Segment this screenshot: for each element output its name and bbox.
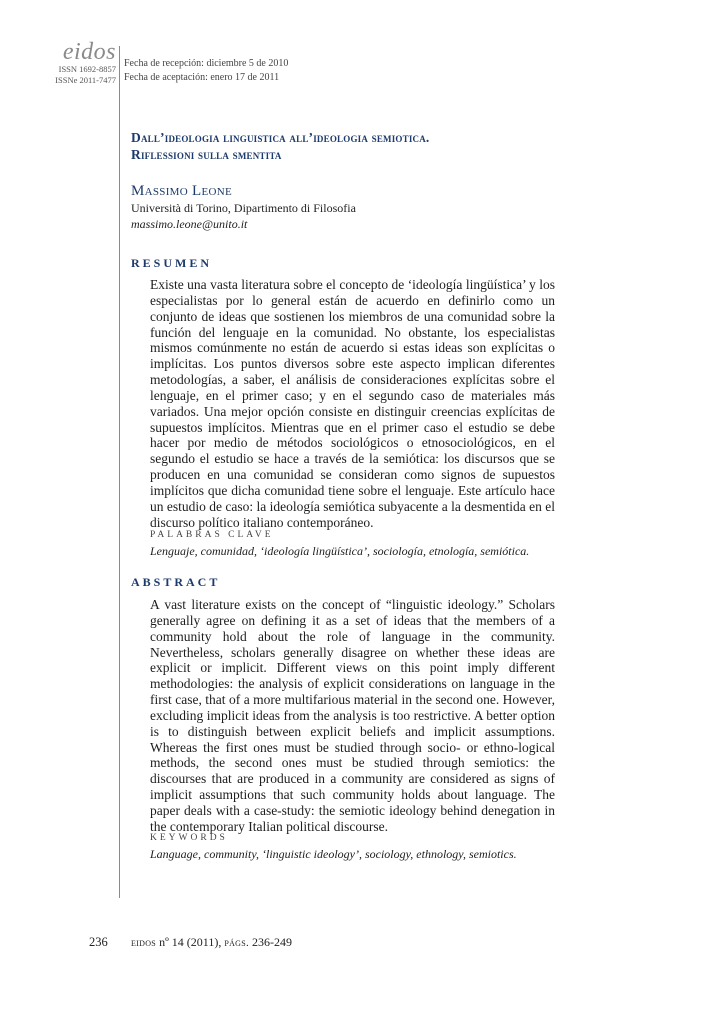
footer-citation bbox=[131, 935, 292, 950]
received-date: Fecha de recepción: diciembre 5 de 2010 bbox=[124, 58, 289, 69]
page-number: 236 bbox=[89, 935, 108, 949]
issne: ISSNe 2011-7477 bbox=[55, 74, 116, 85]
author-email: massimo.leone@unito.it bbox=[131, 217, 248, 231]
issn: ISSN 1692-8857 bbox=[58, 64, 116, 74]
journal-name: eidos bbox=[62, 39, 116, 65]
footer-issue: nº 14 (2011), bbox=[159, 935, 222, 949]
accepted-date: Fecha de aceptación: enero 17 de 2011 bbox=[124, 71, 280, 83]
resumen-heading: RESUMEN bbox=[131, 256, 213, 270]
footer-pages: 236-249 bbox=[252, 935, 293, 949]
abstract-keywords: Language, community, ‘linguistic ideology’, sociology, ethnology, semiotics. bbox=[150, 847, 517, 861]
abstract-heading: ABSTRACT bbox=[131, 575, 221, 589]
author-affiliation: Università di Torino, Dipartimento di Filosofia bbox=[131, 201, 356, 215]
submission-dates bbox=[124, 57, 288, 84]
resumen-keywords-label: PALABRAS CLAVE bbox=[150, 530, 274, 540]
title-line-1: Dall’ideologia linguistica all’ideologia semiotica. bbox=[131, 130, 430, 145]
footer-journal: eidos bbox=[131, 937, 157, 949]
author-name: Massimo Leone bbox=[131, 183, 233, 199]
journal-header bbox=[30, 40, 116, 85]
footer-pages-label: págs. bbox=[224, 937, 250, 949]
abstract-text: A vast literature exists on the concept of “linguistic ideology.” Scholars generally agree on defining it as a set of ideas that the members of a community hold about the role of language in the community. Nevertheless, scholars generally disagree on whether these ideas are explicit or implicit. Different views on this point imply different methodologies: the analysis of explicit considerations on language in the first case, that of a more multifarious material in the second one. However, excluding implicit ideas from the analysis is too restrictive. A better option is to distinguish between explicit beliefs and implicit assumptions. Whereas the first ones must be studied through socio- or ethno-logical methods, the second ones must be studied through semiotics: the discourses that are produced in a community are considered as signs of implicit assumptions that such community holds about language. The paper deals with a case-study: the semiotic ideology behind denegation in the contemporary Italian political discourse. bbox=[150, 597, 555, 834]
resumen-text: Existe una vasta literatura sobre el concepto de ‘ideología lingüística’ y los especialistas por lo general están de acuerdo en definirlo como un conjunto de ideas que sostienen los miembros de una comunidad sobre la función del lenguaje en la comunidad. No obstante, los especialistas mismos comúnmente no están de acuerdo si estas ideas son explícitas o implícitas. Los puntos diversos sobre este aspecto implican diferentes metodologías, a saber, el análisis de consideraciones explícitas sobre el lenguaje, en el primer caso; y en el segundo caso de materiales más variados. Una mejor opción consiste en distinguir creencias explícitas de supuestos implícitos. Mientras que en el primer caso el estudio se debe hacer por medio de métodos sociológicos o etnosociológicos, en el segundo el estudio se hace a través de la semiótica: los discursos que se producen en una comunidad se consideran como signos de supuestos implícitos que dicha comunidad tiene sobre el lenguaje. Este artículo hace un estudio de caso: la ideología semiótica subyacente a la desmentida en el discurso político italiano contemporáneo. bbox=[150, 277, 555, 530]
article-title bbox=[131, 129, 611, 163]
margin-rule bbox=[119, 46, 120, 898]
title-line-2: Riflessioni sulla smentita bbox=[131, 147, 282, 162]
resumen-keywords: Lenguaje, comunidad, ‘ideología lingüística’, sociología, etnología, semiótica. bbox=[150, 544, 530, 558]
abstract-keywords-label: KEYWORDS bbox=[150, 833, 228, 843]
